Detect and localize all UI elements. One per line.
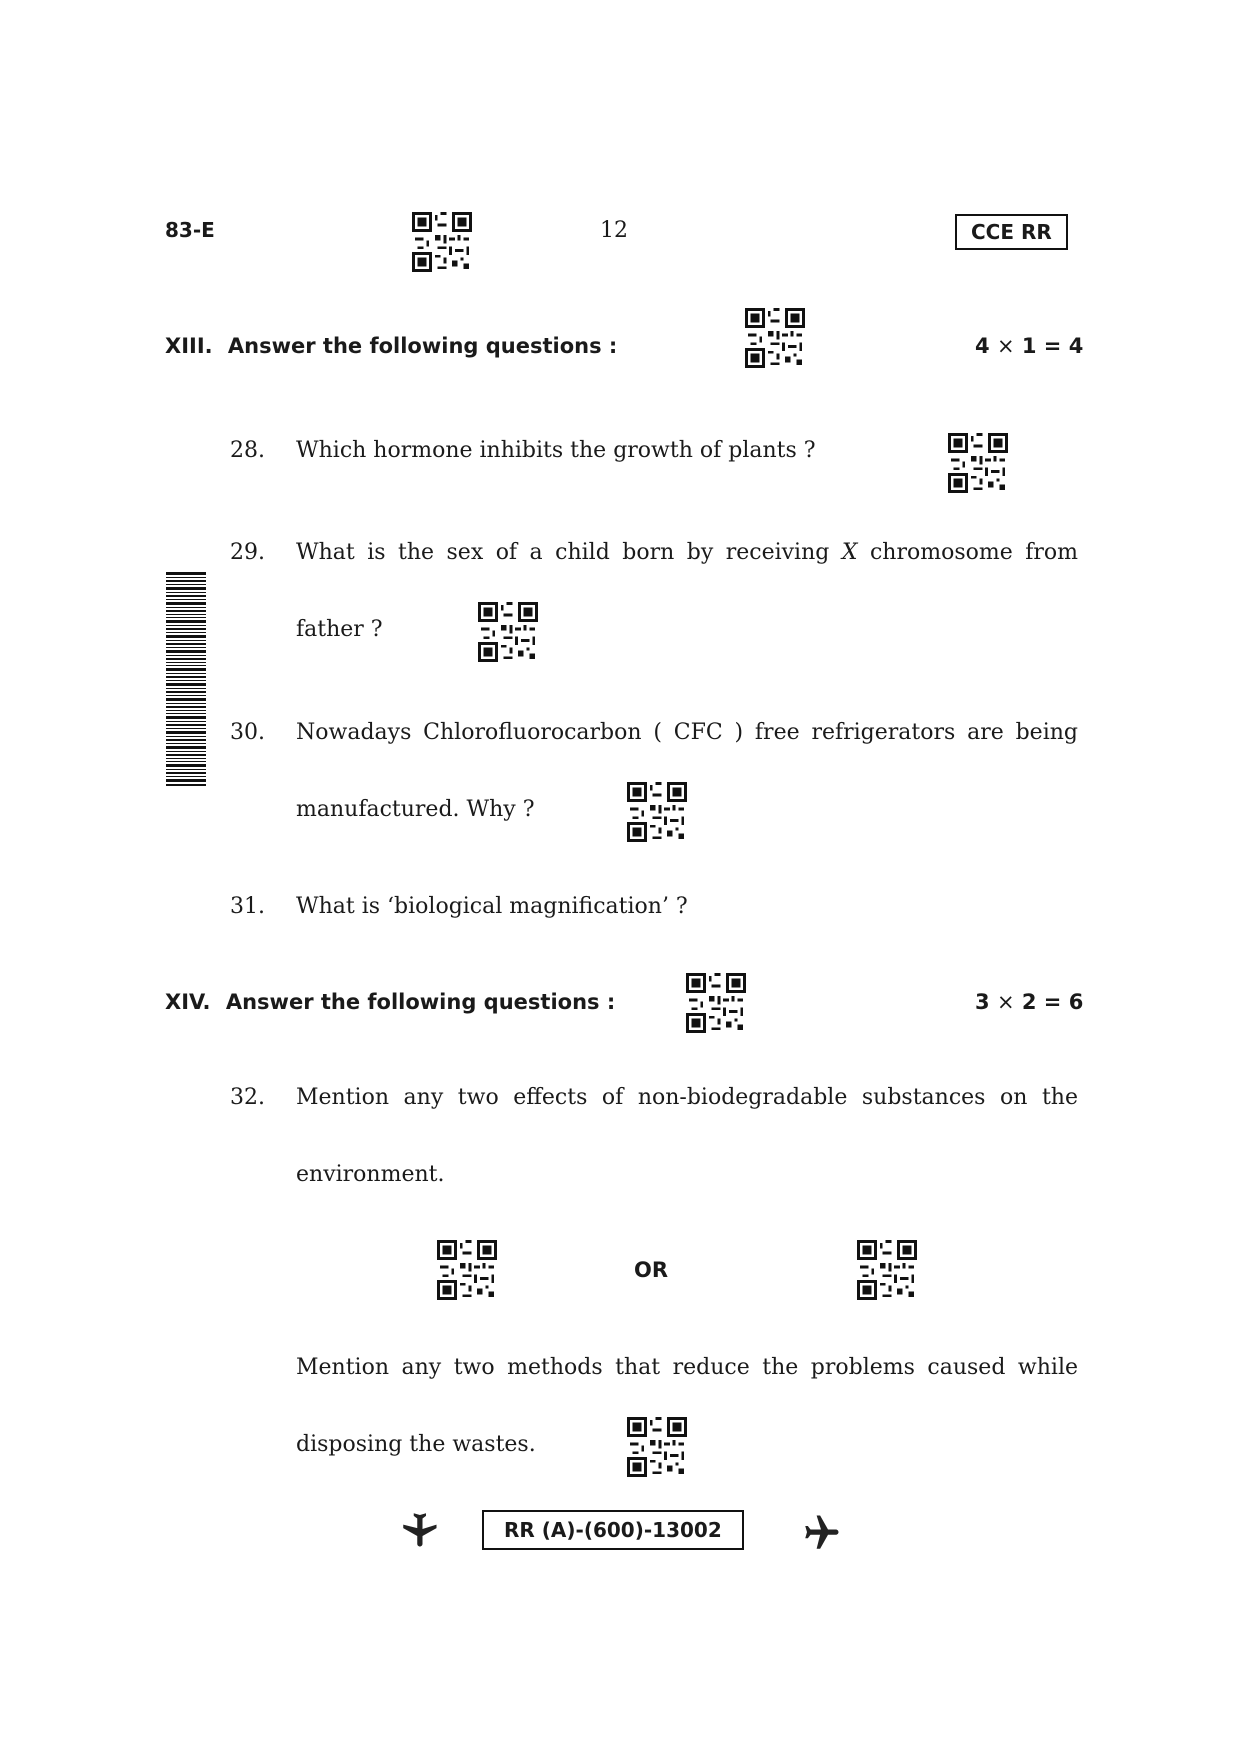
question-text-line: disposing the wastes.	[296, 1432, 536, 1457]
airplane-right-icon	[800, 1512, 842, 1554]
qr-code-icon	[948, 433, 1008, 493]
marks-total: 4	[1068, 334, 1084, 358]
section-instruction: Answer the following questions :	[227, 334, 618, 358]
section-xiii-heading	[165, 334, 617, 358]
question-text-line: Mention any two methods that reduce the problems caused while	[296, 1355, 1078, 1380]
airplane-left-icon	[398, 1508, 440, 1550]
question-text: Which hormone inhibits the growth of plants ?	[296, 438, 816, 463]
question-number: 32.	[230, 1085, 265, 1110]
question-number: 30.	[230, 720, 265, 745]
marks-times: ×	[996, 334, 1015, 358]
barcode-icon	[166, 572, 206, 787]
section-instruction: Answer the following questions :	[225, 990, 616, 1014]
question-text-line: manufactured. Why ?	[296, 797, 535, 822]
marks-each: 2	[1021, 990, 1037, 1014]
question-text: What is ‘biological magnification’ ?	[296, 894, 688, 919]
paper-code: 83-E	[165, 218, 215, 242]
question-text-line: Nowadays Chlorofluorocarbon ( CFC ) free refrigerators are being	[296, 720, 1078, 745]
footer-code-box	[482, 1510, 744, 1550]
section-roman: XIV.	[165, 990, 211, 1014]
marks-times: ×	[996, 990, 1015, 1014]
qr-code-icon	[857, 1240, 917, 1300]
footer-code: RR (A)-(600)-13002	[504, 1518, 722, 1542]
stream-code: CCE RR	[971, 220, 1052, 244]
qr-code-icon	[745, 308, 805, 368]
section-xiv-heading	[165, 990, 615, 1014]
qr-code-icon	[478, 602, 538, 662]
question-text-line: father ?	[296, 617, 383, 642]
marks-count: 3	[975, 990, 990, 1014]
marks-equals: =	[1043, 990, 1062, 1014]
marks-equals: =	[1043, 334, 1062, 358]
question-text-line	[296, 540, 1078, 565]
section-xiv-marks	[975, 990, 1083, 1014]
or-label: OR	[634, 1258, 669, 1282]
qr-code-icon	[627, 782, 687, 842]
question-number: 29.	[230, 540, 265, 565]
qr-code-icon	[437, 1240, 497, 1300]
question-number: 28.	[230, 438, 265, 463]
marks-count: 4	[975, 334, 990, 358]
question-text-part: chromosome from	[869, 540, 1078, 565]
question-text-part: What is the sex of a child born by receiving	[296, 540, 830, 565]
qr-code-icon	[412, 212, 472, 272]
question-text-line: environment.	[296, 1162, 445, 1187]
page-number: 12	[600, 218, 628, 243]
question-text-line: Mention any two effects of non-biodegradable substances on the	[296, 1085, 1078, 1110]
qr-code-icon	[686, 973, 746, 1033]
section-roman: XIII.	[165, 334, 213, 358]
marks-each: 1	[1021, 334, 1037, 358]
marks-total: 6	[1068, 990, 1084, 1014]
section-xiii-marks	[975, 334, 1083, 358]
chromosome-variable: X	[841, 540, 858, 565]
question-number: 31.	[230, 894, 265, 919]
qr-code-icon	[627, 1417, 687, 1477]
stream-code-box	[955, 214, 1068, 250]
